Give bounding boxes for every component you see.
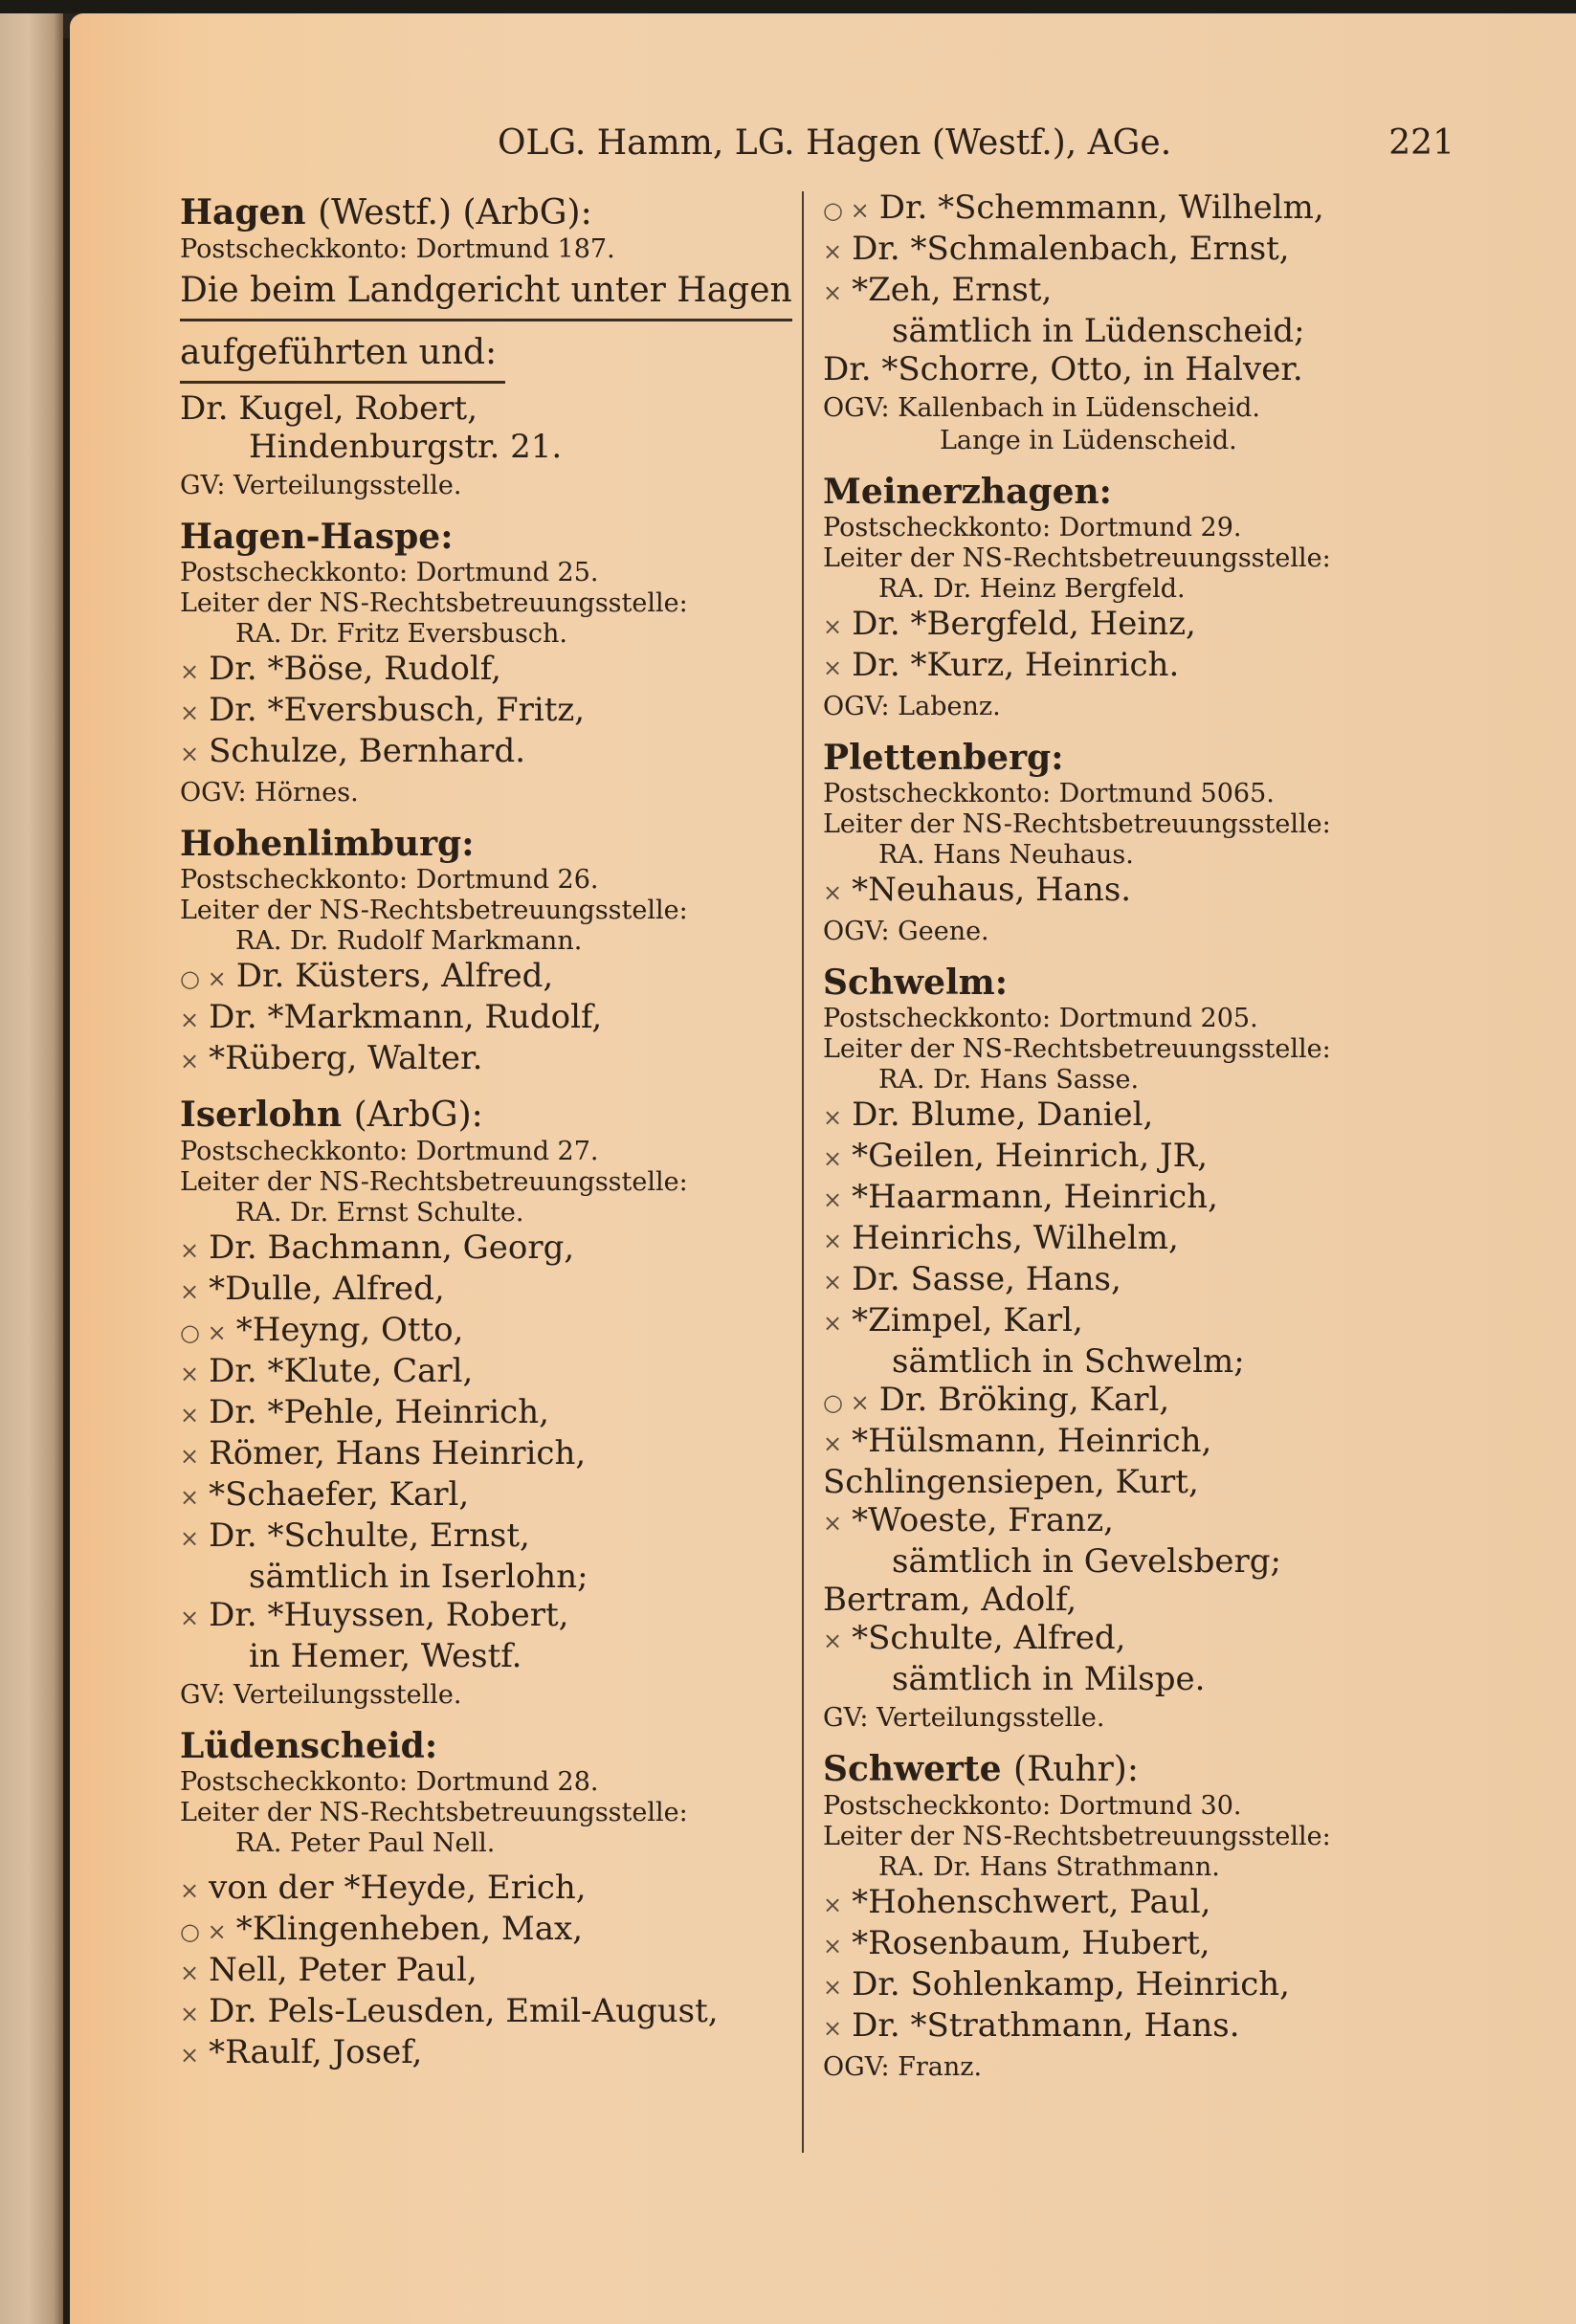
note-line: aufgeführten und:	[180, 333, 498, 372]
section-hagen	[180, 191, 792, 502]
list-item: × Dr. *Pehle, Heinrich,	[180, 1393, 792, 1434]
marker-icon: ×	[823, 1627, 843, 1654]
marker-icon: ○ ×	[180, 965, 227, 992]
list-item: × Dr. Sohlenkamp, Heinrich,	[823, 1965, 1454, 2006]
list-item: × Dr. *Schmalenbach, Ernst,	[823, 230, 1454, 271]
city-heading: Plettenberg:	[823, 738, 1064, 778]
ogv-line: OGV: Franz.	[823, 2052, 983, 2082]
section-plettenberg	[823, 737, 1454, 948]
marker-icon: ×	[823, 1145, 843, 1172]
list-item: × Dr. Bachmann, Georg,	[180, 1228, 792, 1270]
leiter-name: RA. Hans Neuhaus.	[878, 840, 1134, 870]
leiter-label: Leiter der NS-Rechtsbetreuungsstelle:	[823, 1034, 1331, 1064]
list-item: × Schulze, Bernhard.	[180, 732, 792, 773]
marker-icon: ×	[823, 1186, 843, 1213]
list-item: × *Hohenschwert, Paul,	[823, 1883, 1454, 1924]
section-schwerte	[823, 1748, 1454, 2084]
marker-icon: ×	[180, 1402, 200, 1428]
list-item: × *Raulf, Josef,	[180, 2033, 792, 2074]
list-item: × *Hülsmann, Heinrich,	[823, 1422, 1454, 1463]
marker-icon: ×	[180, 1443, 200, 1470]
list-item: × Dr. *Schulte, Ernst, sämtlich in Iserlohn;	[180, 1516, 588, 1596]
section-hohenlimburg	[180, 823, 792, 1080]
book-gutter	[63, 38, 70, 2324]
list-item: × *Rosenbaum, Hubert,	[823, 1924, 1454, 1965]
rule	[180, 381, 505, 384]
page-number: 221	[1388, 123, 1454, 163]
section-hagen-haspe	[180, 516, 792, 809]
leiter-label: Leiter der NS-Rechtsbetreuungsstelle:	[823, 1822, 1331, 1851]
left-column	[180, 191, 792, 2088]
list-item: × *Zeh, Ernst, sämtlich in Lüdenscheid;	[823, 271, 1305, 350]
list-item: × *Geilen, Heinrich, JR,	[823, 1137, 1454, 1178]
gv-line: GV: Verteilungsstelle.	[823, 1703, 1105, 1733]
marker-icon: ×	[180, 1877, 200, 1904]
list-item: ○ × *Heyng, Otto,	[180, 1311, 792, 1352]
section-meinerzhagen	[823, 471, 1454, 723]
city-heading: Hagen (Westf.) (ArbG):	[180, 192, 592, 232]
marker-icon: ×	[823, 1510, 843, 1537]
marker-icon: ×	[180, 1484, 200, 1511]
marker-icon: ×	[823, 1933, 843, 1959]
leiter-name: RA. Peter Paul Nell.	[235, 1828, 496, 1858]
list-item: × Dr. *Böse, Rudolf,	[180, 650, 792, 691]
leiter-label: Leiter der NS-Rechtsbetreuungsstelle:	[180, 1798, 688, 1827]
list-item: × *Haarmann, Heinrich,	[823, 1178, 1454, 1219]
marker-icon: ×	[823, 1430, 843, 1457]
list-item: × Dr. *Strathmann, Hans.	[823, 2006, 1454, 2047]
list-item: × *Dulle, Alfred,	[180, 1270, 792, 1311]
list-item: × Dr. *Eversbusch, Fritz,	[180, 691, 792, 732]
leiter-name: RA. Dr. Ernst Schulte.	[235, 1198, 524, 1228]
marker-icon: ×	[180, 2001, 200, 2027]
leiter-label: Leiter der NS-Rechtsbetreuungsstelle:	[823, 543, 1331, 573]
leiter-label: Leiter der NS-Rechtsbetreuungsstelle:	[180, 588, 688, 618]
postscheck: Postscheckkonto: Dortmund 29.	[823, 513, 1242, 542]
marker-icon: ×	[180, 1605, 200, 1631]
facing-page-edge	[0, 13, 63, 2324]
leiter-name: RA. Dr. Rudolf Markmann.	[235, 926, 583, 956]
postscheck: Postscheckkonto: Dortmund 25.	[180, 558, 599, 587]
list-item: × Dr. *Klute, Carl,	[180, 1352, 792, 1393]
leiter-name: RA. Dr. Fritz Eversbusch.	[235, 619, 568, 649]
section-luedenscheid	[180, 1725, 792, 2074]
postscheck: Postscheckkonto: Dortmund 26.	[180, 865, 599, 895]
postscheck: Postscheckkonto: Dortmund 205.	[823, 1004, 1258, 1033]
list-item: × *Schulte, Alfred, sämtlich in Milspe.	[823, 1619, 1206, 1698]
list-item: × Dr. *Kurz, Heinrich.	[823, 646, 1454, 687]
city-heading: Schwelm:	[823, 963, 1009, 1003]
list-item: × Dr. *Bergfeld, Heinz,	[823, 605, 1454, 646]
list-item: × Heinrichs, Wilhelm,	[823, 1219, 1454, 1260]
list-item: × von der *Heyde, Erich,	[180, 1869, 792, 1910]
marker-icon: ×	[823, 1974, 843, 2001]
list-item: × *Neuhaus, Hans.	[823, 871, 1454, 912]
scan-top-edge	[0, 0, 1576, 13]
postscheck: Postscheckkonto: Dortmund 27.	[180, 1137, 599, 1166]
section-iserlohn	[180, 1094, 792, 1712]
ogv-line: OGV: Kallenbach in Lüdenscheid. Lange in Lüdenscheid.	[823, 393, 1260, 455]
city-heading: Iserlohn (ArbG):	[180, 1095, 483, 1135]
marker-icon: ×	[180, 741, 200, 767]
city-heading: Hagen-Haspe:	[180, 517, 454, 557]
list-item: Bertram, Adolf,	[823, 1581, 1077, 1619]
list-item: × Dr. *Markmann, Rudolf,	[180, 998, 792, 1039]
marker-icon: ○ ×	[823, 1389, 870, 1416]
list-item: ○ × Dr. *Schemmann, Wilhelm,	[823, 188, 1454, 230]
list-item: × *Schaefer, Karl,	[180, 1475, 792, 1516]
city-heading: Meinerzhagen:	[823, 472, 1112, 512]
leiter-name: RA. Dr. Hans Strathmann.	[878, 1852, 1220, 1882]
leiter-name: RA. Dr. Heinz Bergfeld.	[878, 574, 1186, 604]
list-item: × Dr. Pels-Leusden, Emil-August,	[180, 1992, 792, 2033]
city-heading: Hohenlimburg:	[180, 824, 475, 864]
postscheck: Postscheckkonto: Dortmund 187.	[180, 234, 615, 264]
section-luedenscheid-continued	[823, 188, 1454, 457]
marker-icon: ×	[180, 1525, 200, 1552]
list-item: ○ × *Klingenheben, Max,	[180, 1910, 792, 1951]
list-item: × Dr. *Huyssen, Robert, in Hemer, Westf.	[180, 1596, 569, 1675]
marker-icon: ×	[823, 2015, 843, 2042]
marker-icon: ×	[823, 1269, 843, 1295]
marker-icon: ×	[180, 1237, 200, 1264]
marker-icon: ×	[180, 699, 200, 726]
column-divider	[802, 191, 804, 2153]
marker-icon: ×	[180, 1278, 200, 1305]
ogv-line: OGV: Labenz.	[823, 692, 1001, 721]
marker-icon: ×	[823, 1892, 843, 1918]
marker-icon: ×	[823, 279, 843, 306]
list-item: Dr. Kugel, Robert, Hindenburgstr. 21.	[180, 389, 563, 466]
marker-icon: ×	[823, 1310, 843, 1337]
list-item: Dr. *Schorre, Otto, in Halver.	[823, 350, 1303, 388]
list-item: × Dr. Sasse, Hans,	[823, 1260, 1454, 1301]
running-header	[498, 115, 1454, 172]
ogv-line: OGV: Geene.	[823, 917, 989, 946]
marker-icon: ×	[180, 1048, 200, 1074]
list-item: × *Rüberg, Walter.	[180, 1039, 792, 1080]
postscheck: Postscheckkonto: Dortmund 30.	[823, 1791, 1242, 1821]
list-item: × *Woeste, Franz, sämtlich in Gevelsberg;	[823, 1501, 1281, 1581]
leiter-label: Leiter der NS-Rechtsbetreuungsstelle:	[823, 809, 1331, 839]
leiter-label: Leiter der NS-Rechtsbetreuungsstelle:	[180, 896, 688, 925]
marker-icon: ×	[823, 613, 843, 640]
list-item: Schlingensiepen, Kurt,	[823, 1463, 1199, 1501]
ogv-line: OGV: Hörnes.	[180, 778, 359, 808]
marker-icon: ○ ×	[180, 1918, 227, 1945]
marker-icon: ×	[823, 1228, 843, 1254]
rule	[180, 319, 792, 321]
marker-icon: ×	[180, 1361, 200, 1387]
section-schwelm	[823, 962, 1454, 1735]
leiter-label: Leiter der NS-Rechtsbetreuungsstelle:	[180, 1167, 688, 1197]
marker-icon: ×	[823, 1104, 843, 1131]
running-title: OLG. Hamm, LG. Hagen (Westf.), AGe.	[498, 123, 1172, 163]
right-column	[823, 188, 1454, 2097]
marker-icon: ○ ×	[180, 1319, 227, 1346]
list-item: × *Zimpel, Karl, sämtlich in Schwelm;	[823, 1301, 1245, 1381]
list-item: ○ × Dr. Küsters, Alfred,	[180, 957, 792, 998]
list-item: × Dr. Blume, Daniel,	[823, 1096, 1454, 1137]
marker-icon: ×	[180, 1007, 200, 1033]
marker-icon: ×	[823, 879, 843, 906]
marker-icon: ×	[823, 238, 843, 265]
marker-icon: ×	[823, 654, 843, 681]
postscheck: Postscheckkonto: Dortmund 28.	[180, 1767, 599, 1797]
leiter-name: RA. Dr. Hans Sasse.	[878, 1065, 1140, 1095]
city-heading: Lüdenscheid:	[180, 1726, 438, 1766]
marker-icon: ×	[180, 2042, 200, 2069]
marker-icon: ×	[180, 658, 200, 685]
postscheck: Postscheckkonto: Dortmund 5065.	[823, 779, 1275, 808]
city-heading: Schwerte (Ruhr):	[823, 1749, 1139, 1789]
list-item: × Römer, Hans Heinrich,	[180, 1434, 792, 1475]
marker-icon: ×	[180, 1959, 200, 1986]
list-item: ○ × Dr. Bröking, Karl,	[823, 1381, 1454, 1422]
gv-line: GV: Verteilungsstelle.	[180, 471, 462, 500]
list-item: × Nell, Peter Paul,	[180, 1951, 792, 1992]
marker-icon: ○ ×	[823, 197, 870, 224]
note-line: Die beim Landgericht unter Hagen	[180, 271, 792, 310]
gv-line: GV: Verteilungsstelle.	[180, 1680, 462, 1710]
